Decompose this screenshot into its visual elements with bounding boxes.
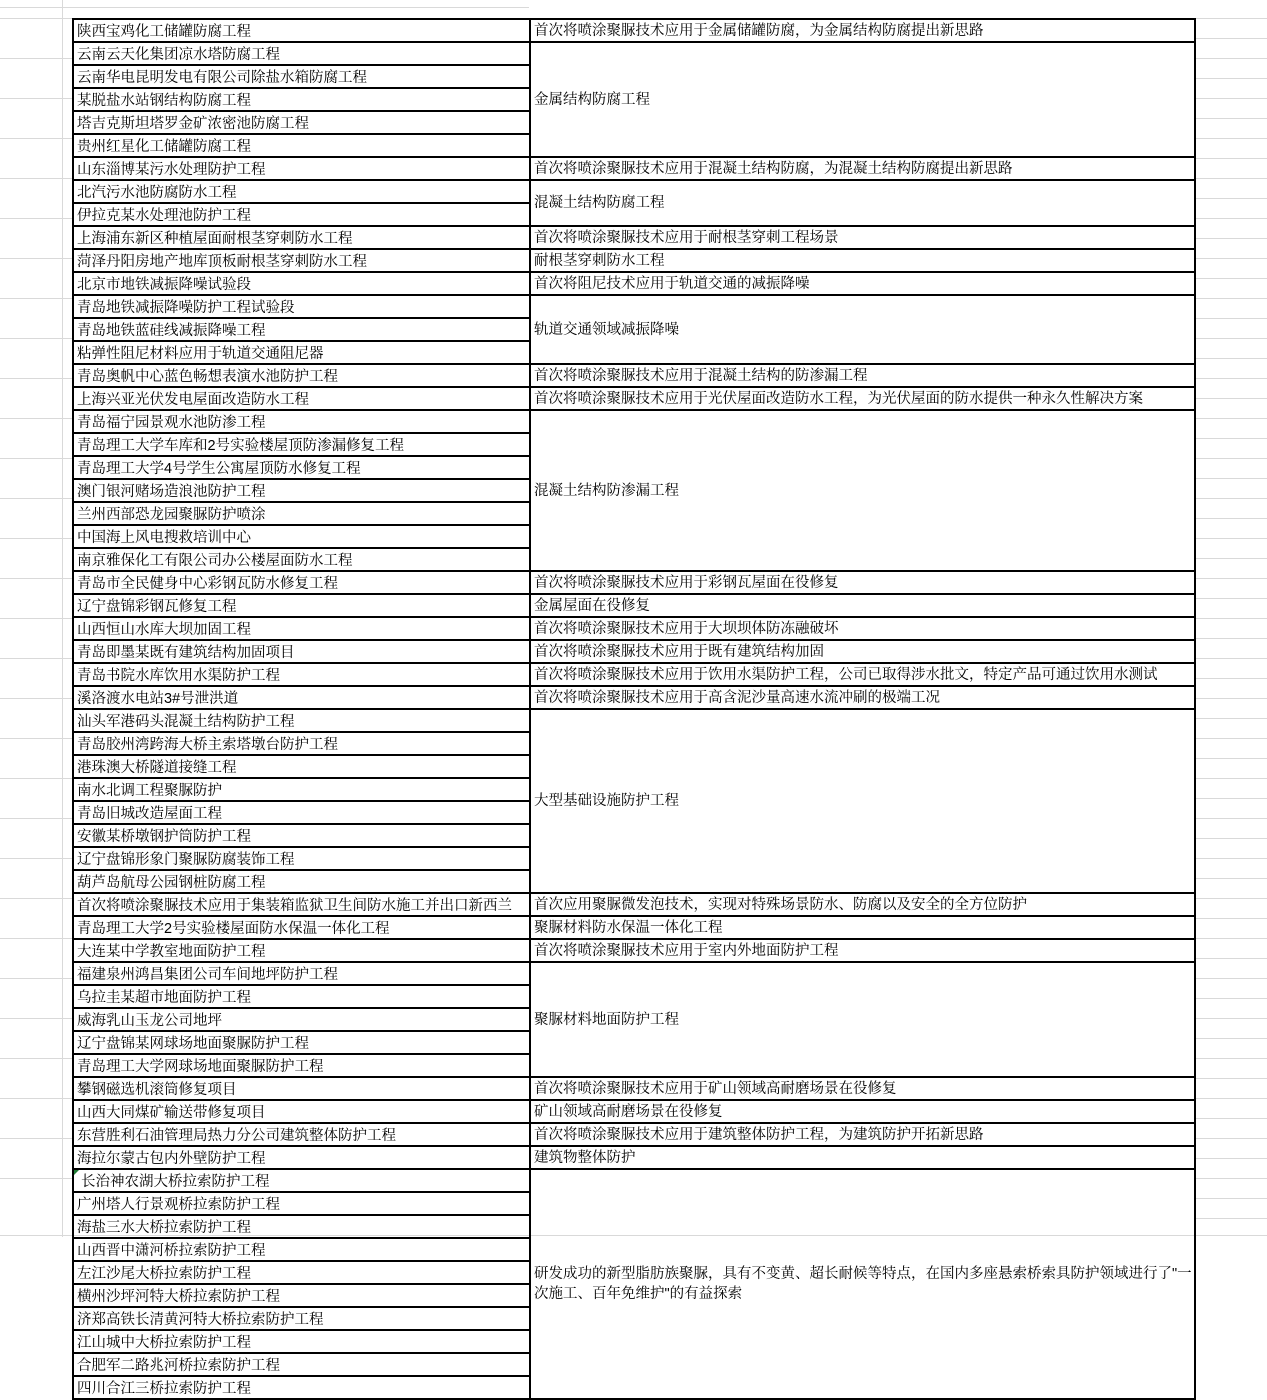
table-row	[73, 640, 1195, 663]
project-name: 青岛市全民健身中心彩钢瓦防水修复工程	[77, 576, 338, 592]
note-text: 首次将喷涂聚脲技术应用于高含泥沙量高速水流冲刷的极端工况	[534, 689, 940, 706]
gutter-column-gridline	[62, 0, 63, 1237]
note-text: 首次将喷涂聚脲技术应用于大坝坝体防冻融破坏	[534, 620, 839, 637]
note-text: 大型基础设施防护工程	[534, 793, 679, 809]
project-cell[interactable]	[73, 778, 530, 801]
note-text: 首次将喷涂聚脲技术应用于既有建筑结构加固	[534, 643, 824, 660]
project-name: 东营胜利石油管理局热力分公司建筑整体防护工程	[77, 1128, 396, 1144]
project-cell[interactable]	[73, 1008, 530, 1031]
project-name: 青岛理工大学2号实验楼屋面防水保温一体化工程	[77, 921, 390, 937]
project-cell[interactable]	[73, 548, 530, 571]
table-row	[73, 272, 1195, 295]
note-cell[interactable]	[530, 364, 1195, 387]
project-name: 横州沙坪河特大桥拉索防护工程	[77, 1289, 280, 1305]
table-row	[73, 19, 1195, 42]
note-text: 矿山领域高耐磨场景在役修复	[534, 1103, 723, 1120]
project-name: 葫芦岛航母公园钢桩防腐工程	[77, 875, 266, 891]
note-text: 首次将喷涂聚脲技术应用于饮用水渠防护工程，公司已取得涉水批文，特定产品可通过饮用水测试	[534, 666, 1158, 683]
project-cell[interactable]	[73, 1192, 530, 1215]
project-cell[interactable]	[73, 1077, 530, 1100]
project-cell[interactable]	[73, 19, 530, 42]
note-text: 研发成功的新型脂肪族聚脲，具有不变黄、超长耐候等特点，在国内多座悬索桥索具防护领域进行了"一次施工、百年免维护"的有益探索	[534, 1266, 1192, 1302]
note-cell[interactable]	[530, 42, 1195, 157]
table-row	[73, 1100, 1195, 1123]
project-cell[interactable]	[73, 663, 530, 686]
project-name: 大连某中学教室地面防护工程	[77, 944, 266, 960]
project-name: 首次将喷涂聚脲技术应用于集装箱监狱卫生间防水施工并出口新西兰	[77, 898, 512, 914]
note-text: 首次将喷涂聚脲技术应用于建筑整体防护工程，为建筑防护开拓新思路	[534, 1126, 984, 1143]
project-name: 青岛福宁园景观水池防渗工程	[77, 415, 266, 431]
note-text: 首次将喷涂聚脲技术应用于室内外地面防护工程	[534, 942, 839, 959]
projects-table	[72, 18, 1196, 1400]
note-cell[interactable]	[530, 226, 1195, 249]
project-cell[interactable]	[73, 1330, 530, 1353]
note-cell[interactable]	[530, 1169, 1195, 1399]
project-cell[interactable]	[73, 686, 530, 709]
project-cell[interactable]	[73, 1238, 530, 1261]
note-cell[interactable]	[530, 157, 1195, 180]
project-cell[interactable]	[73, 42, 530, 65]
project-cell[interactable]	[73, 1284, 530, 1307]
project-name: 攀钢磁选机滚筒修复项目	[77, 1082, 237, 1098]
project-name: 陕西宝鸡化工储罐防腐工程	[77, 24, 251, 40]
table-row	[73, 157, 1195, 180]
project-cell[interactable]	[73, 709, 530, 732]
project-name: 上海兴亚光伏发电屋面改造防水工程	[77, 392, 309, 408]
project-cell[interactable]	[73, 226, 530, 249]
project-name: 安徽某桥墩钢护筒防护工程	[77, 829, 251, 845]
note-text: 首次将喷涂聚脲技术应用于耐根茎穿刺工程场景	[534, 229, 839, 246]
note-cell[interactable]	[530, 387, 1195, 410]
table-row	[73, 249, 1195, 272]
project-cell[interactable]	[73, 433, 530, 456]
right-gutter-cells[interactable]	[1194, 0, 1267, 1237]
note-cell[interactable]	[530, 1077, 1195, 1100]
project-name: 青岛理工大学4号学生公寓屋顶防水修复工程	[77, 461, 361, 477]
projects-table-body	[73, 19, 1195, 1399]
project-cell[interactable]	[73, 617, 530, 640]
project-name: 江山城中大桥拉索防护工程	[77, 1335, 251, 1351]
project-name: 福建泉州鸿昌集团公司车间地坪防护工程	[77, 967, 338, 983]
note-text: 首次将喷涂聚脲技术应用于混凝土结构防腐，为混凝土结构防腐提出新思路	[534, 160, 1013, 177]
project-cell[interactable]	[73, 364, 530, 387]
note-cell[interactable]	[530, 1146, 1195, 1169]
project-name: 青岛旧城改造屋面工程	[77, 806, 222, 822]
note-cell[interactable]	[530, 617, 1195, 640]
project-name: 青岛即墨某既有建筑结构加固项目	[77, 645, 295, 661]
project-cell[interactable]	[73, 1376, 530, 1399]
note-cell[interactable]	[530, 893, 1195, 916]
project-cell[interactable]	[73, 1215, 530, 1238]
project-cell[interactable]	[73, 893, 530, 916]
project-name: 辽宁盘锦某网球场地面聚脲防护工程	[77, 1036, 309, 1052]
project-cell[interactable]	[73, 180, 530, 203]
note-text: 聚脲材料防水保温一体化工程	[534, 919, 723, 936]
project-cell[interactable]	[73, 387, 530, 410]
project-name: 北京市地铁减振降噪试验段	[77, 277, 251, 293]
note-text: 金属结构防腐工程	[534, 91, 650, 108]
project-cell[interactable]	[73, 249, 530, 272]
table-row	[73, 364, 1195, 387]
project-cell[interactable]	[73, 962, 530, 985]
project-name: 云南华电昆明发电有限公司除盐水箱防腐工程	[77, 70, 367, 86]
project-cell[interactable]	[73, 502, 530, 525]
note-text: 首次将阻尼技术应用于轨道交通的减振降噪	[534, 275, 810, 292]
table-row	[73, 1077, 1195, 1100]
note-text: 首次将喷涂聚脲技术应用于混凝土结构的防渗漏工程	[534, 367, 868, 384]
project-cell[interactable]	[73, 801, 530, 824]
project-name: 海盐三水大桥拉索防护工程	[77, 1220, 251, 1236]
project-name: 澳门银河赌场造浪池防护工程	[77, 484, 266, 500]
project-name: 上海浦东新区种植屋面耐根茎穿刺防水工程	[77, 231, 353, 247]
table-row	[73, 617, 1195, 640]
project-name: 山西晋中潇河桥拉索防护工程	[77, 1243, 266, 1259]
project-name: 塔吉克斯坦塔罗金矿浓密池防腐工程	[77, 116, 309, 132]
project-cell[interactable]	[73, 1169, 530, 1192]
project-name: 云南云天化集团凉水塔防腐工程	[77, 47, 280, 63]
note-cell[interactable]	[530, 962, 1195, 1077]
note-text: 首次将喷涂聚脲技术应用于彩钢瓦屋面在役修复	[534, 574, 839, 591]
project-cell[interactable]	[73, 755, 530, 778]
note-cell[interactable]	[530, 295, 1195, 364]
note-text: 轨道交通领域减振降噪	[534, 321, 679, 338]
project-cell[interactable]	[73, 847, 530, 870]
project-cell[interactable]	[73, 1261, 530, 1284]
project-cell[interactable]	[73, 824, 530, 847]
project-name: 贵州红星化工储罐防腐工程	[77, 139, 251, 155]
project-name: 溪洛渡水电站3#号泄洪道	[77, 691, 239, 707]
project-name: 乌拉圭某超市地面防护工程	[77, 990, 251, 1006]
project-cell[interactable]	[73, 1123, 530, 1146]
table-row	[73, 594, 1195, 617]
note-text: 建筑物整体防护	[534, 1149, 636, 1166]
table-row	[73, 663, 1195, 686]
project-cell[interactable]	[73, 1100, 530, 1123]
note-text: 首次将喷涂聚脲技术应用于矿山领域高耐磨场景在役修复	[534, 1080, 897, 1097]
project-cell[interactable]	[73, 410, 530, 433]
project-name: 广州塔人行景观桥拉索防护工程	[77, 1197, 280, 1213]
project-name: 合肥军二路兆河桥拉索防护工程	[77, 1358, 280, 1374]
note-cell[interactable]	[530, 249, 1195, 272]
table-row	[73, 295, 1195, 318]
project-name: 青岛奥帆中心蓝色畅想表演水池防护工程	[77, 369, 338, 385]
project-name: 青岛理工大学车库和2号实验楼屋顶防渗漏修复工程	[77, 438, 405, 454]
table-row	[73, 1169, 1195, 1192]
project-name: 伊拉克某水处理池防护工程	[77, 208, 251, 224]
table-row	[73, 709, 1195, 732]
project-cell[interactable]	[73, 111, 530, 134]
project-name: 南京雅保化工有限公司办公楼屋面防水工程	[77, 553, 353, 569]
project-cell[interactable]	[73, 732, 530, 755]
table-row	[73, 180, 1195, 203]
project-cell[interactable]	[73, 640, 530, 663]
project-name: 兰州西部恐龙园聚脲防护喷涂	[77, 507, 266, 523]
note-cell[interactable]	[530, 709, 1195, 893]
note-cell[interactable]	[530, 571, 1195, 594]
project-cell[interactable]	[73, 318, 530, 341]
table-row	[73, 571, 1195, 594]
note-cell[interactable]	[530, 1100, 1195, 1123]
project-cell[interactable]	[73, 88, 530, 111]
project-name: 长治神农湖大桥拉索防护工程	[77, 1174, 270, 1190]
note-text: 首次应用聚脲微发泡技术，实现对特殊场景防水、防腐以及安全的全方位防护	[534, 896, 1027, 913]
project-cell[interactable]	[73, 272, 530, 295]
table-row	[73, 939, 1195, 962]
project-cell[interactable]	[73, 985, 530, 1008]
table-row	[73, 893, 1195, 916]
top-row-gridline	[0, 7, 529, 8]
project-name: 威海乳山玉龙公司地坪	[77, 1013, 222, 1029]
project-cell[interactable]	[73, 1054, 530, 1077]
note-text: 首次将喷涂聚脲技术应用于金属储罐防腐，为金属结构防腐提出新思路	[534, 22, 984, 39]
project-cell[interactable]	[73, 939, 530, 962]
project-cell[interactable]	[73, 870, 530, 893]
project-cell[interactable]	[73, 134, 530, 157]
project-name: 山西大同煤矿输送带修复项目	[77, 1105, 266, 1121]
project-name: 某脱盐水站钢结构防腐工程	[77, 93, 251, 109]
project-cell[interactable]	[73, 1307, 530, 1330]
project-name: 济郑高铁长清黄河特大桥拉索防护工程	[77, 1312, 324, 1328]
project-cell[interactable]	[73, 157, 530, 180]
project-cell[interactable]	[73, 295, 530, 318]
project-name: 青岛地铁减振降噪防护工程试验段	[77, 300, 295, 316]
note-cell[interactable]	[530, 663, 1195, 686]
project-name: 四川合江三桥拉索防护工程	[77, 1381, 251, 1397]
table-row	[73, 410, 1195, 433]
project-name: 北汽污水池防腐防水工程	[77, 185, 237, 201]
note-cell[interactable]	[530, 640, 1195, 663]
note-text: 首次将喷涂聚脲技术应用于光伏屋面改造防水工程，为光伏屋面的防水提供一种永久性解决方案	[534, 390, 1143, 407]
project-cell[interactable]	[73, 1146, 530, 1169]
project-cell[interactable]	[73, 594, 530, 617]
table-row	[73, 962, 1195, 985]
note-cell[interactable]	[530, 916, 1195, 939]
note-cell[interactable]	[530, 594, 1195, 617]
note-cell[interactable]	[530, 180, 1195, 226]
project-name: 山东淄博某污水处理防护工程	[77, 162, 266, 178]
project-cell[interactable]	[73, 525, 530, 548]
table-row	[73, 387, 1195, 410]
note-cell[interactable]	[530, 939, 1195, 962]
note-text: 混凝土结构防渗漏工程	[534, 482, 679, 499]
project-name: 海拉尔蒙古包内外壁防护工程	[77, 1151, 266, 1167]
table-row	[73, 42, 1195, 65]
note-text: 金属屋面在役修复	[534, 597, 650, 614]
project-cell[interactable]	[73, 456, 530, 479]
note-text: 混凝土结构防腐工程	[534, 195, 665, 211]
project-cell[interactable]	[73, 1353, 530, 1376]
note-cell[interactable]	[530, 272, 1195, 295]
project-name: 菏泽丹阳房地产地库顶板耐根茎穿刺防水工程	[77, 254, 367, 270]
note-cell[interactable]	[530, 19, 1195, 42]
project-name: 南水北调工程聚脲防护	[77, 783, 222, 799]
note-cell[interactable]	[530, 410, 1195, 571]
project-cell[interactable]	[73, 916, 530, 939]
project-name: 青岛胶州湾跨海大桥主索塔墩台防护工程	[77, 737, 338, 753]
project-name: 中国海上风电搜救培训中心	[77, 530, 251, 546]
table-row	[73, 916, 1195, 939]
project-name: 山西恒山水库大坝加固工程	[77, 622, 251, 638]
project-cell[interactable]	[73, 1031, 530, 1054]
project-cell[interactable]	[73, 571, 530, 594]
project-name: 辽宁盘锦形象门聚脲防腐装饰工程	[77, 852, 295, 868]
table-row	[73, 226, 1195, 249]
note-text: 耐根茎穿刺防水工程	[534, 252, 665, 269]
note-text: 聚脲材料地面防护工程	[534, 1011, 679, 1028]
green-triangle-flag-icon	[74, 1170, 79, 1175]
project-cell[interactable]	[73, 479, 530, 502]
table-row	[73, 686, 1195, 709]
table-row	[73, 1146, 1195, 1169]
project-cell[interactable]	[73, 341, 530, 364]
project-name: 辽宁盘锦彩钢瓦修复工程	[77, 599, 237, 615]
note-cell[interactable]	[530, 1123, 1195, 1146]
project-name: 汕头军港码头混凝土结构防护工程	[77, 714, 295, 730]
project-cell[interactable]	[73, 65, 530, 88]
note-cell[interactable]	[530, 686, 1195, 709]
project-name: 青岛书院水库饮用水渠防护工程	[77, 668, 280, 684]
project-name: 青岛地铁蓝硅线减振降噪工程	[77, 323, 266, 339]
project-name: 青岛理工大学网球场地面聚脲防护工程	[77, 1059, 324, 1075]
project-name: 粘弹性阻尼材料应用于轨道交通阻尼器	[77, 346, 324, 362]
project-name: 左江沙尾大桥拉索防护工程	[77, 1266, 251, 1282]
table-row	[73, 1123, 1195, 1146]
project-cell[interactable]	[73, 203, 530, 226]
project-name: 港珠澳大桥隧道接缝工程	[77, 760, 237, 776]
